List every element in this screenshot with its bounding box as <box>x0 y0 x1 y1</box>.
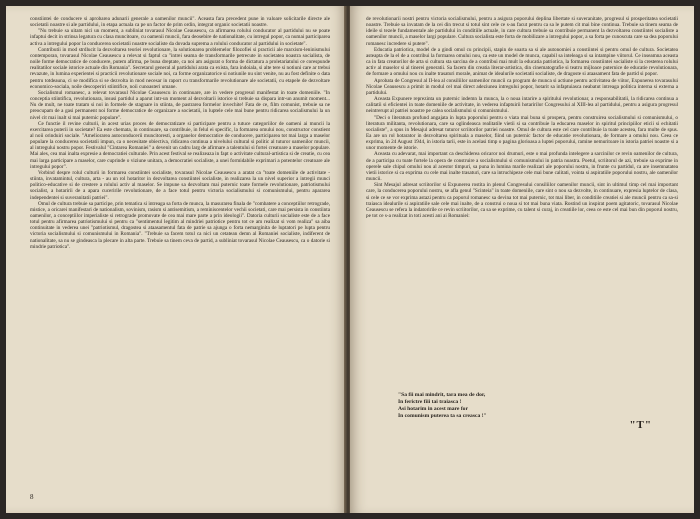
paragraph: Socialismul romanesc, a relevat tovarasul Nicolae Ceausescu in continuare, are in vedere progresul manifestat in toate domeniile. "In conceptia stiintifica, revolutionara, insusi partidul a aparut intr-un moment al dezvoltarii istorice si trebuie sa dispara intr-un anumit moment... Nu de mult, ne toate tratam si noi in formele de stagnare in stiinta, de pastrarea formelor invechite! Fata de ce, film comunist, trebuie sa ne preocupam de a gasi permanent noi forme democratice de organizare a societatii, in luptele cele mai bune pentru ridicarea socialismului la un nivel cit mai inalt si mai puternic populare". <box>30 89 330 121</box>
paragraph: Contributii in mod strdlucit la dezvoltarea teoriei revolutionare, la solutionarea problemelor filozofiei si practicii ale marxism-leninismului contemporan, tovarasul Nicolae Ceausescu a relevat si faptul ca "intrei seama de transformarile petrecute in societatea noastra socialista, de noile forme democratice de conducere, putem afirma, pe buna dreptate, ca noi am asigurat o forma de dictatura a proletariatului ce corespunde realitatilor sociale istorice actuale din Romania". Secretarul general al partidului arata ca exista, fara indoiala, si alte tere si notiuni care ar trebui revazute, in lumina experientei si practicii revolutionare sociale noi, ca forme organizatorice si notiunile nu sint venite, nu au fost definite o data pentru totdeauna, ci se modifica si se dezvolta in mod necesar in raport cu transformarile revolutionare ale societatii, cu etapele de dezvoltare economico-sociala, noile descoperiri stiintifice, noii cunoasteri umane. <box>30 46 330 90</box>
paragraph: "Nu trebuie sa uitam nici un moment, a subliniat tovarasul Nicolae Ceausescu, ca afirmarea rolului conducator al partidului nu se poate infaptui decit in strinsa legatura cu clasa muncitoare, cu oamenii muncii, fara deosebire de nationalitate, cu intregul popor, ca numai participarea activa a intregului popor la conducerea societatii noastre socialiste da dovada suprema a rolului conducator al partidului in societate". <box>30 28 330 47</box>
poem-stanza <box>398 392 598 420</box>
paragraph: Ce functie il revine culturii, in acest urias proces de democratizare si participare pentru a tutuce categoriilor de oameni ai muncii la exercitarea puterii in societate? Ea este chemata, in continuare, sa contribuie, in felul ei specific, la formarea omului nou, constructor constient al noii orinduiri sociale. "Ameliorarea autoconducerii muncitoresti, a organelor democratice de conducere, participarea tot mai larga a maselor populare la conducerea societatii impun, ca o necesitate obiectiva, ridicarea continua a nivelului cultural si politic al tuturor oamenilor muncii, al intregului nostru popor. Festivalul "Cintarea Romaniei" a devenit un cadru larg de afirmare a talentului si fortei creatoare a maselor populare. Mai ales, cea mai inalta expresie a democratiei culturale. Prin acest festival se realizeaza in fapt o activitate cultural-artistica si de creatie, cu cea mai larga participare a maselor, care cuprinde o viziune unitara, a democratiei socialiste, a unei formidabile exprimari a potentelor creatoare ale intregului popor". <box>30 120 330 170</box>
right-page <box>350 6 694 513</box>
book-spread <box>6 6 694 513</box>
paragraph: Aceasta Expunere reprezinta un puternic indemn la munca, la o noua intarire a spiritului revolutionar, a responsabilitatii, la ridicarea continua a calitatii si eficientei in toate domeniile de activitate, in vederea infaptuirii hotaririlor Congresului al XIII-lea al partidului, pentru a asigura progresul neintrerupt al patriei noastre pe calea socialismului si comunismului. <box>366 96 678 115</box>
paragraph: Omul de cultura trebuie sa participe, prin tematica si intreaga sa forta de munca, la masurarea finala de "combatere a conceptiilor retrograde, mistice, a oricarei manifestari de nationalism, sovinism, rasism si antisemitism, a reminiscentelor vechii societati, care mai persista in constiinta oamenilor, a conceptiilor imperialiste si retrograde promovate de cea mai mare parte a prin ideologii". Datoria culturii socialiste este de a face totul pentru afirmarea patriotismului si pentru ca "sentimentul legitim al mindriei patriotice pentru tot ce am realizat si vom realiza" sa aiba continuitate in vederea unei "patriotismul, dragostea si ataasamentul fata de patrie sa ajunga o forta nemarginita de luptatori pe lupta pentru victoria socialismului si comunismului in Romania". "Trebuie sa facem totul ca nici un cetatean demn al Romaniei socialiste, indiferent de nationalitate, sa nu se gindeasca la plecare in alta parte. Trebuie sa tinem ceva de partid, a subliniat tovarasul Nicolae Ceausescu, ca o datorie si mindrie patriotica". <box>30 200 330 250</box>
left-page <box>6 6 346 513</box>
page-number: 8 <box>30 493 34 501</box>
paragraph: constiintei de conducere si aprobarea adunarii generale a oamenilor muncii". Aceasta fara precedent pune in valoare solicitarile directe ale societatii noastre si ale partidului, in etapa actuala ca pe un factor de prim ordin, integrat organic societatii noastre. <box>30 16 330 29</box>
poem-line: In ferictre fiii tai traiasca ! <box>398 399 462 405</box>
right-page-text-column <box>366 16 678 351</box>
paragraph: Educatia patriotica, model de a gindi omul cu principii, stapin de soarta sa si ale autonomiei a constiintei si pentru omul de cultura. Societatea asteapta de la el de a contribui la formarea omului nou, ca este un model de munca, capabil sa inteleaga si sa intampine viitorul. Ce inseamna aceasta ca in fata creatorilor de arta si cultura sta sarcina de a contribui mai mult la educatia patriotica, la formarea constiintei socialiste si la cresterea rolului activ al maselor si al tinerei generatii. Sa facem din creatia literar-artistica, din cinematografie si teatru mijloace puternice de educatie revolutionara, de formare a omului nou cu inalte trasaturi morale, animat de idealurile societatii socialiste, de dragoste si ataasament fata de partid si popor. <box>366 46 678 78</box>
paragraph: "Deci o literatura profund angajata in lupta poporului pentru o viata mai buna si prospera, pentru construirea socialismului si comunismului, o literatura militanta, revolutionara, care sa oglindeasca realitatile vietii si sa contribuie la educarea maselor in spiritul principiilor eticii si echitatii socialiste", a spus in Mesajul adresat tuturor scriitorilor patriei noastre. Omul de cultura este cel care contribuie la toate acestea, fara multe de spus. Ea are un rol hotarator in dezvoltarea spirituala a maselor, fiind un puternic factor de educatie revolutionara, de formare a omului nou. Ceea ce exprima, in 24 August 1944, in istoria tarii, este in acelasi timp o pagina glorioasa a luptei poporului, ramine nemuritoare in istoria patriei noastre si a unor momente de istorie. <box>366 114 678 152</box>
paragraph: de revolutionarii nostri pentru victoria socialismului, pentru a asigura poporului deplina libertate si suveranitate, progresul si prosperitatea societatii noastre. Trebuie sa invatam de la cei din trecut si totul sint cele ce s-au facut pentru ca sa le putem cit mai bine continua. Trebuie sa tinem seama de ideile si tezele fundamentale ale partidului in conditiile actuale, in care cultura trebuie sa contribuie permanent la dezvoltarea constiintei socialiste a oamenilor muncii, a maselor largi populare. Cultura socialista este forta de mobilizare a intregului popor, a sa forta pe cunoscuta care sa dea poporului romanesc incredere si putere". <box>366 16 678 47</box>
paragraph: Aceasta cu adevarat, mai important ca deschiderea oricaror noi drumuri, este o mai profunda intelegere a sarcinilor ce revin oamenilor de cultura, de a participa cu toate fortele la opera de construire a socialismului si comunismului in patria noastra. Poetul, scriitorul de azi, trebuie sa exprime in operele sale chipul omului nou al acestor timpuri, sa puna in lumina marile realizari ale poporului nostru, in frunte cu partidul, ca are insemnatatea vietii istorice si ca exprima cu cele mai inalte trasaturi, care sa intruchipeze cele mai bune calitati, vointa si aspiratiile poporului nostru, ale oamenilor muncii. <box>366 151 678 183</box>
paragraph: Vorbind despre rolul culturii in formarea constiintei socialiste, tovarasul Nicolae Ceausescu a aratat ca "toate domeniile de activitate - stiinta, invatamintul, cultura, arta - au un rol hotaritor in dezvoltarea constiintei socialiste, in realizarea la un nivel superior a intregii munci politico-educative si de crestere a rolului activ al maselor. Se impune sa dezvoltam mai puternic toate formele revolutionare, patriotismului socialist, a hotaririi de a apara cuceririle revolutionare, de a face totul pentru victoria socialismului si comunismului, pentru apararea independentei si suveranitatii patriei". <box>30 169 330 201</box>
paragraph: Sint Mesajul adresat scriitorilor si Expunerea rostita in plenul Congresului consiliilor oamenilor muncii, sint in ultimul timp cel mai important care, la conducerea poporului nostru, se afla genul "Scinteia" in toate domeniile, care sint o nou sa dezvolte, in continuare, expresia luptelor de clasa, si cele ce se vor exprima astazi pentru ca poporul romanesc sa devina tot mai puternic, tot mai liber, in conditiile creatiei si ale muncii pentru ca sa-si traiasca idealurile si aspiratiile sale cele mai inalte, de a construi o noua si tot mai buna viata. Rostind un inspirat poem agitatoric, tovarasul Nicolae Ceausescu se refera la indatoririle ce revin scriitorilor, ca sa se exprime, cu talent si curaj, in creatiile lor, ceea ce este cel mai bun din poporul nostru, pe tot ce s-a realizat in toti acesti ani ai Romaniei: <box>366 182 678 219</box>
poem-line: Asi hotarim in acest mare for <box>398 406 468 412</box>
left-page-text-column <box>30 16 330 498</box>
section-mark: "T" <box>629 419 652 431</box>
paragraph: Aprobata de Congresul al II-lea al consiliilor oamenilor muncii ca program de munca si actiune pentru activitatea de viitor, Expunerea tovarasului Nicolae Ceausescu a primit in modul cel mai direct adeziunea intregului popor, hotarit sa infaptuiasca neabatut intreaga politica interna si externa a partidului. <box>366 77 678 96</box>
poem-line: "Sa fii mai mindrit, tara mea de dor, <box>398 392 486 398</box>
poem-line: In comunism puterea ta sa creasca !" <box>398 413 487 419</box>
